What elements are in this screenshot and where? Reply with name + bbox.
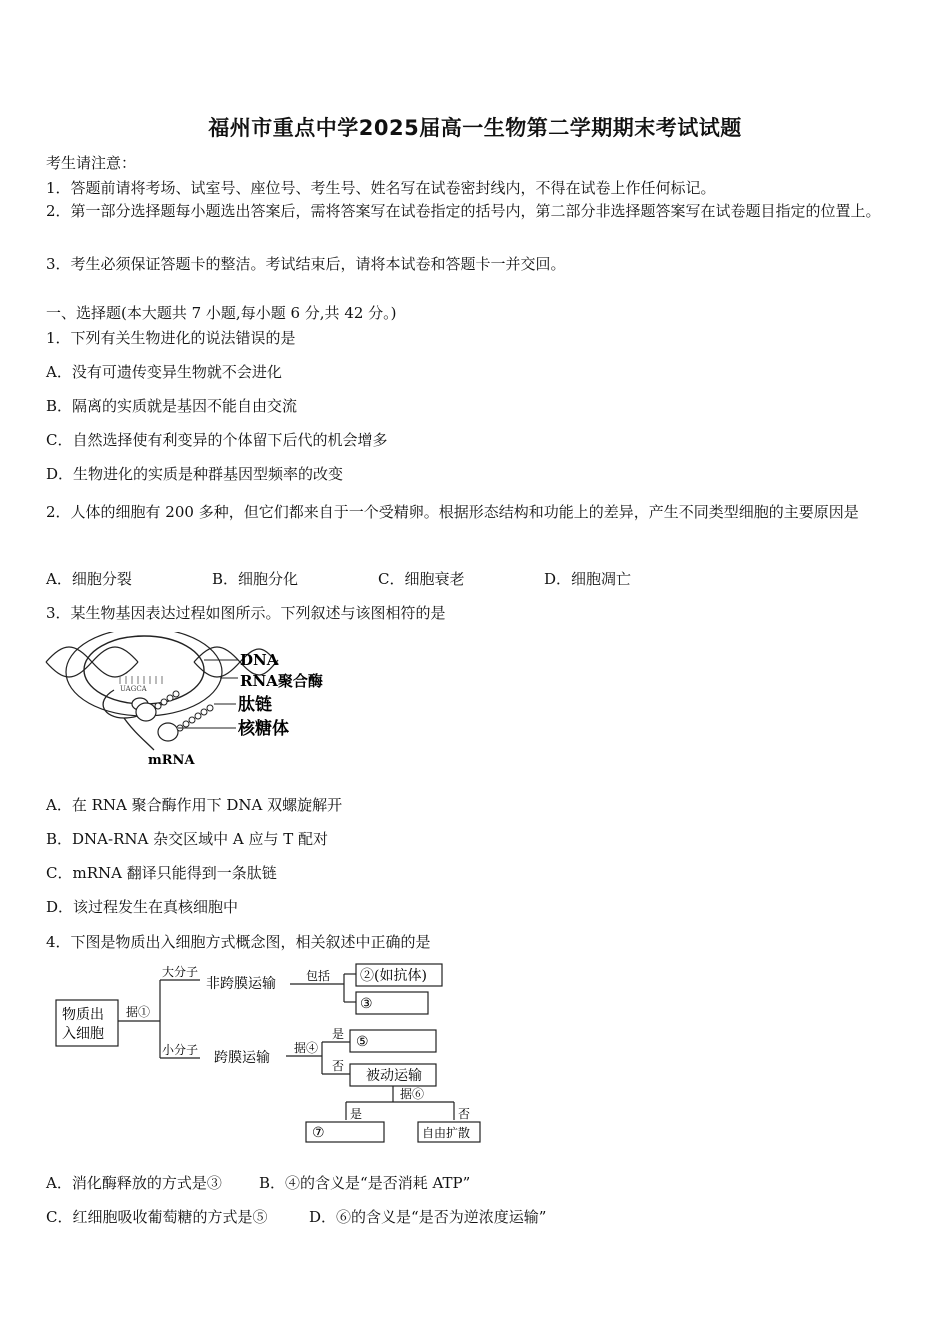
label-rna-polymerase: RNA聚合酶: [240, 672, 323, 690]
gene-expression-figure: [44, 632, 344, 772]
root-label-2: 入细胞: [62, 1026, 104, 1042]
q1-option-d: D．生物进化的实质是种群基因型频率的改变: [46, 465, 344, 483]
ribosome-3: [158, 723, 178, 741]
yes-label-1: 是: [332, 1027, 345, 1041]
by4-label: 据④: [294, 1041, 319, 1055]
include-label: 包括: [306, 969, 331, 983]
yes-label-2: 是: [350, 1107, 363, 1121]
notice-item-2: 2．第一部分选择题每小题选出答案后，需将答案写在试卷指定的括号内，第二部分非选择题答案写在试卷题目指定的位置上。: [46, 202, 881, 220]
box-7-label: ⑦: [312, 1125, 325, 1141]
q3-stem: 3．某生物基因表达过程如图所示。下列叙述与该图相符的是: [46, 604, 446, 622]
no-label-1: 否: [332, 1059, 345, 1073]
diffusion-label: 自由扩散: [422, 1126, 471, 1140]
base-pairs: [120, 676, 162, 684]
q3-option-d: D．该过程发生在真核细胞中: [46, 898, 239, 916]
box-5-label: ⑤: [356, 1034, 369, 1050]
dna-strand-left-2: [46, 647, 138, 677]
section-heading: 一、选择题(本大题共 7 小题,每小题 6 分,共 42 分。): [46, 304, 397, 322]
q1-option-b: B．隔离的实质就是基因不能自由交流: [46, 397, 298, 415]
small-molecule-label: 小分子: [162, 1043, 199, 1057]
q2-option-d: D．细胞凋亡: [544, 570, 632, 588]
ribosome-2: [136, 703, 156, 721]
by6-label: 据⑥: [400, 1087, 425, 1101]
label-dna: DNA: [240, 651, 279, 669]
box-2-label: ②(如抗体): [360, 968, 427, 984]
q3-option-c: C．mRNA 翻译只能得到一条肽链: [46, 864, 277, 882]
q2-option-a: A．细胞分裂: [46, 570, 132, 588]
q1-option-a: A．没有可遗传变异生物就不会进化: [46, 363, 282, 381]
label-ribosome: 核糖体: [238, 719, 289, 739]
big-molecule-label: 大分子: [162, 965, 199, 979]
peptide-chain-1: [155, 691, 179, 709]
label-mrna: mRNA: [148, 753, 195, 768]
q4-option-c: C．红细胞吸收葡萄糖的方式是⑤: [46, 1208, 268, 1226]
q1-option-c: C．自然选择使有利变异的个体留下后代的机会增多: [46, 431, 388, 449]
q1-stem: 1．下列有关生物进化的说法错误的是: [46, 329, 296, 347]
box-3-label: ③: [360, 996, 373, 1012]
mrna-sequence: UAGCA: [120, 685, 147, 693]
q2-option-b: B．细胞分化: [212, 570, 299, 588]
q4-option-b: B．④的含义是“是否消耗 ATP”: [259, 1174, 471, 1192]
rna-polymerase: [84, 636, 204, 704]
q4-option-d: D．⑥的含义是“是否为逆浓度运输”: [309, 1208, 547, 1226]
q2-stem: 2．人体的细胞有 200 多种，但它们都来自于一个受精卵。根据形态结构和功能上的差异，产生不同类型细胞的主要原因是: [46, 503, 859, 521]
transmembrane-label: 跨膜运输: [214, 1050, 270, 1066]
transport-concept-map: [50, 958, 490, 1150]
root-label-1: 物质出: [62, 1007, 104, 1023]
q4-stem: 4．下图是物质出入细胞方式概念图，相关叙述中正确的是: [46, 933, 431, 951]
notice-heading: 考生请注意：: [46, 154, 137, 172]
q3-option-a: A．在 RNA 聚合酶作用下 DNA 双螺旋解开: [46, 796, 343, 814]
passive-label: 被动运输: [366, 1068, 422, 1084]
q3-option-b: B．DNA-RNA 杂交区域中 A 应与 T 配对: [46, 830, 329, 848]
peptide-chain-2: [177, 705, 213, 731]
mrna-tail: [124, 718, 154, 750]
label-peptide: 肽链: [238, 695, 272, 715]
q4-option-a: A．消化酶释放的方式是③: [46, 1174, 222, 1192]
by1-label: 据①: [126, 1005, 151, 1019]
notice-item-1: 1．答题前请将考场、试室号、座位号、考生号、姓名写在试卷密封线内，不得在试卷上作任何标记。: [46, 179, 716, 197]
non-transmembrane-label: 非跨膜运输: [206, 976, 276, 992]
no-label-2: 否: [458, 1107, 471, 1121]
exam-title: 福州市重点中学2025届高一生物第二学期期末考试试题: [208, 116, 742, 140]
notice-item-3: 3．考生必须保证答题卡的整洁。考试结束后，请将本试卷和答题卡一并交回。: [46, 255, 566, 273]
q2-option-c: C．细胞衰老: [378, 570, 465, 588]
